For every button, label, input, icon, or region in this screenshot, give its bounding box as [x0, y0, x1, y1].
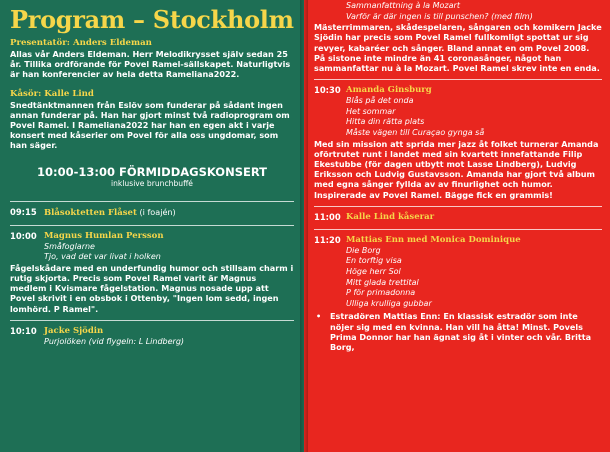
program-item: [314, 85, 602, 96]
program-item: [314, 212, 602, 223]
page-title: Program – Stockholm: [10, 5, 294, 34]
bullet-icon: •: [316, 311, 322, 322]
item-description: Mästerrimmaren, skådespelaren, sångaren och komikern Jacke Sjödin har precis som Povel Ramel fullkomligt spottat ur sig revyer, kabaréer och sånger. Bland annat en om Povel 2008. På sistone inte mindre än 41 coronasånger, något han sammanfattar nu à la Mozart. Povel Ramel skrev inte en enda.: [314, 22, 602, 73]
page-gutter: [300, 0, 308, 452]
song-title: P för primadonna: [346, 288, 416, 298]
item-act: Magnus Humlan Persson: [44, 230, 164, 241]
song-title: Die Borg: [346, 245, 381, 255]
concert-title: 10:00-13:00 FÖRMIDDAGSKONSERT: [36, 164, 268, 179]
item-act: Blåsoktetten Flåset: [44, 207, 137, 218]
right-page: [304, 0, 610, 452]
divider: [10, 201, 294, 202]
bullet-paragraph: [314, 311, 602, 352]
item-act: Amanda Ginsburg: [346, 85, 432, 96]
song-title: Mitt glada trettital: [346, 277, 419, 287]
song-title: Ulliga krulliga gubbar: [346, 298, 432, 308]
divider: [314, 229, 602, 230]
song-title: Varför är där ingen is till punschen? (med film): [346, 11, 533, 21]
song-title: Sammanfattning à la Mozart: [346, 1, 460, 10]
song-title: Blås på det onda: [346, 96, 414, 106]
song-title: Het sommar: [346, 106, 396, 116]
left-page: [0, 0, 304, 452]
item-time: 10:30: [314, 85, 341, 96]
item-act-extra: (i foajén): [136, 206, 176, 217]
song-title: Småfoglarne: [44, 241, 95, 251]
item-description: Med sin mission att sprida mer jazz åt folket turnerar Amanda oförtrutet runt i landet med sin kvartett innefattande Filip Ekestubbe (för dagen utbytt mot Lasse Lindberg), Ludvig Eriksson och Ludvig Gustavsson. Amanda har gjort två album med egna sånger fyllda av av finurlighet och humor. Inspirerade av Povel Ramel. Bägge fick en grammis!: [314, 138, 599, 200]
causeur-heading: Kåsör: Kalle Lind: [10, 88, 94, 99]
bullet-text: Estradören Mattias Enn: En klassisk estradör som inte nöjer sig med en kvinna. Han vill ha åtta! Minst. Povels Prima Donnor har han ägnat sig åt i vinter och vår. Britta Borg,: [330, 311, 592, 352]
divider: [10, 225, 294, 226]
program-item: [314, 235, 602, 246]
divider: [314, 206, 602, 207]
item-time: 10:10: [10, 325, 37, 336]
presenter-heading: Presentatör: Anders Eldeman: [10, 38, 152, 48]
item-act: Jacke Sjödin: [44, 325, 104, 336]
song-title: Purjolöken (vid flygeln: L Lindberg): [44, 336, 185, 346]
song-title: Tjo, vad det var livat i holken: [44, 252, 161, 262]
item-time: 10:00: [10, 230, 37, 241]
song-title: En torftig visa: [346, 256, 402, 266]
item-act: Mattias Enn med Monica Dominique: [346, 234, 521, 245]
causeur-text: Snedtänktmannen från Eslöv som funderar på sådant ingen annan funderar på. Han har gjort minst två radioprogram om Povel Ramel. I Rameliana2022 har han en egen akt i varje konsert med kåserier om Povel för alla oss ungdomar, som han säger.: [10, 99, 290, 151]
program-item: [10, 207, 294, 219]
presenter-text: Allas vår Anders Eldeman. Herr Melodikrysset själv sedan 25 år. Tillika ordförande för Povel Ramel-sällskapet. Naturligtvis är han konferencier av hela detta Rameliana2022.: [10, 49, 291, 80]
concert-subtitle: inklusive brunchbuffé: [111, 178, 193, 188]
item-time: 11:20: [314, 234, 341, 245]
song-title: Måste vägen till Curaçao gynga så: [346, 127, 485, 137]
item-act: Kalle Lind kåserar: [346, 211, 435, 222]
song-title: Hitta din rätta plats: [346, 117, 425, 127]
item-description: Fågelskådare med en underfundig humor och stillsam charm i rutig skjorta. Precis som Povel Ramel varit är Magnus medlem i Kvismare fågelstation. Magnus nosade upp att Povel skrivit i en obsbok i Ottenby, "Ingen lom sedd, ingen lomhörd. P Ramel".: [10, 262, 294, 314]
item-time: 11:00: [314, 211, 341, 222]
divider: [10, 320, 294, 321]
program-item: [10, 231, 294, 242]
divider: [314, 79, 602, 80]
song-title: Höge herr Sol: [346, 266, 401, 276]
item-time: 09:15: [10, 206, 37, 217]
program-item: [10, 326, 294, 337]
